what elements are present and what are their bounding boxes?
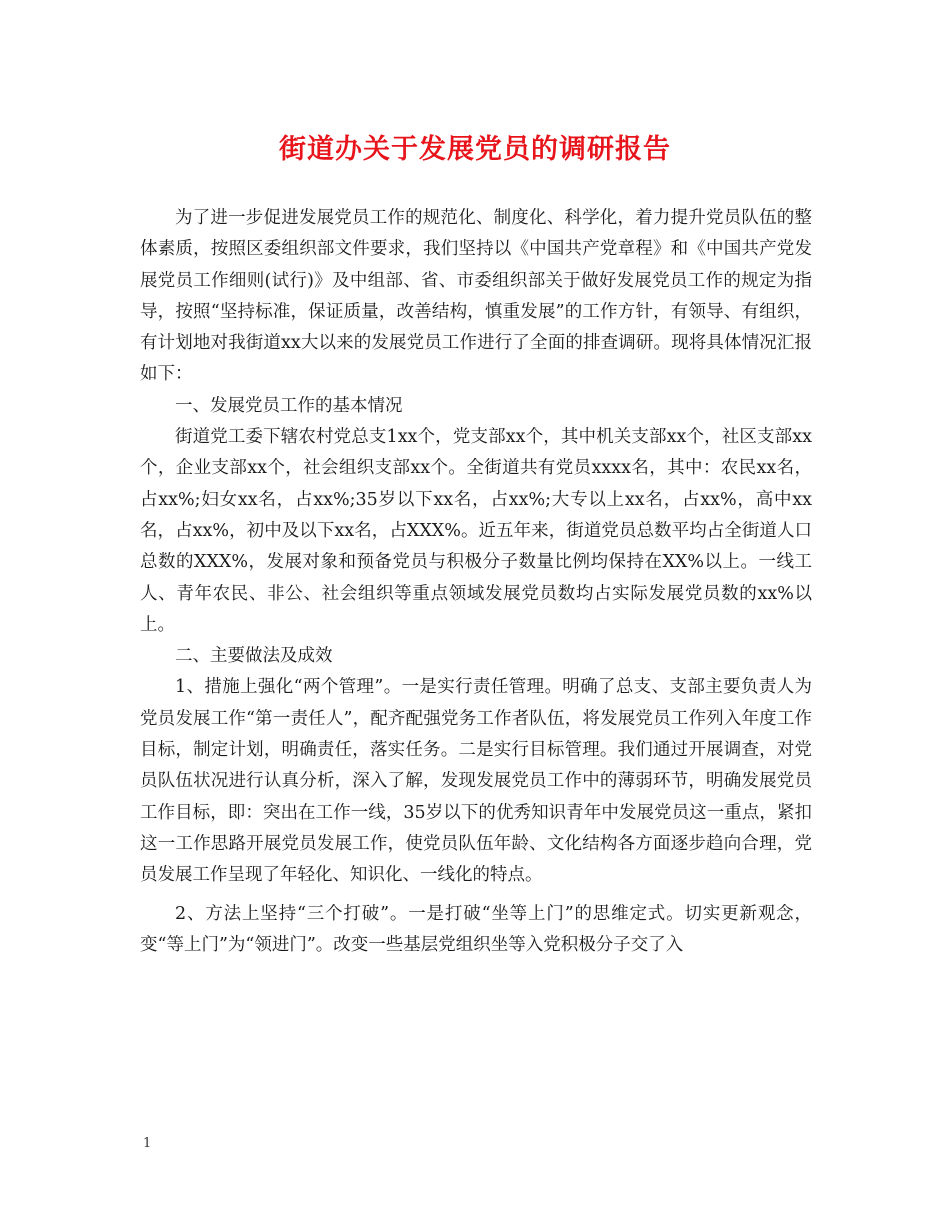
page-number: 1 [143, 1136, 152, 1151]
paragraph-basic-situation: 街道党工委下辖农村党总支1xx个，党支部xx个，其中机关支部xx个，社区支部xx个，企业支部xx个，社会组织支部xx个。全街道共有党员xxxx名，其中：农民xx名，占xx%;妇女xx名，占xx%;35岁以下xx名，占xx%;大专以上xx名，占xx%，高中xx名，占xx%，初中及以下xx名，占XXX%。近五年来，街道党员总数平均占全街道人口总数的XXX%，发展对象和预备党员与积极分子数量比例均保持在XX%以上。一线工人、青年农民、非公、社会组织等重点领域发展党员数均占实际发展党员数的xx%以上。 [140, 427, 812, 635]
section-heading-basic-situation: 一、发展党员工作的基本情况 [175, 395, 403, 416]
paragraph-intro: 为了进一步促进发展党员工作的规范化、制度化、科学化，着力提升党员队伍的整体素质，按照区委组织部文件要求，我们坚持以《中国共产党章程》和《中国共产党发展党员工作细则(试行)》及中组部、省、市委组织部关于做好发展党员工作的规定为指导，按照“坚持标准，保证质量，改善结构，慎重发展”的工作方针，有领导、有组织，有计划地对我街道xx大以来的发展党员工作进行了全面的排查调研。现将具体情况汇报如下： [140, 208, 812, 385]
paragraph-two-management: 1、措施上强化“两个管理”。一是实行责任管理。明确了总支、支部主要负责人为党员发展工作“第一责任人”，配齐配强党务工作者队伍，将发展党员工作列入年度工作目标，制定计划，明确责任，落实任务。二是实行目标管理。我们通过开展调查，对党员队伍状况进行认真分析，深入了解，发现发展党员工作中的薄弱环节，明确发展党员工作目标，即：突出在工作一线，35岁以下的优秀知识青年中发展党员这一重点，紧扣这一工作思路开展党员发展工作，使党员队伍年龄、文化结构各方面逐步趋向合理，党员发展工作呈现了年轻化、知识化、一线化的特点。 [140, 677, 812, 886]
paragraph-three-breakthroughs: 2、方法上坚持“三个打破”。一是打破“坐等上门”的思维定式。切实更新观念，变“等上门”为“领进门”。改变一些基层党组织坐等入党积极分子交了入 [140, 903, 812, 955]
section-heading-methods-results: 二、主要做法及成效 [175, 646, 333, 667]
document-body [140, 203, 812, 961]
document-title: 街道办关于发展党员的调研报告 [279, 134, 671, 165]
